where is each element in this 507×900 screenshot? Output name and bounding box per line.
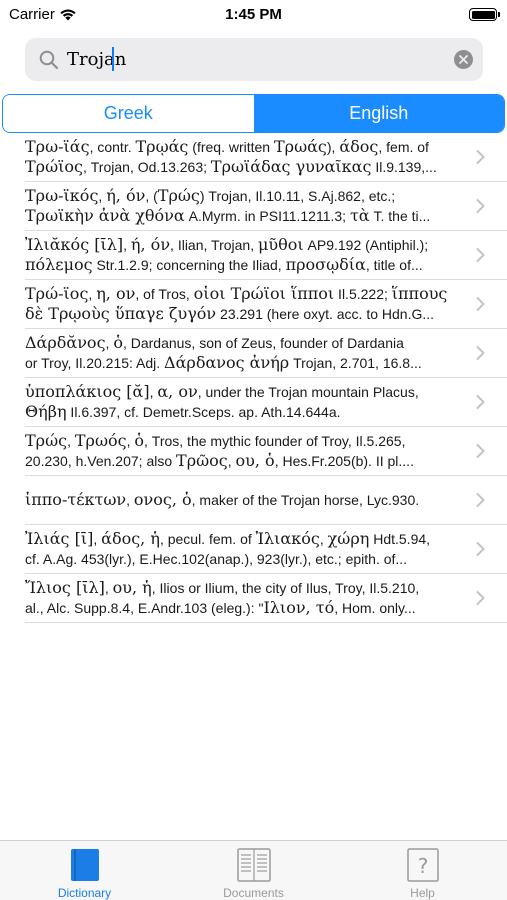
help-icon [407, 848, 439, 882]
definition-text: , [227, 453, 236, 469]
tab-documents[interactable] [169, 841, 338, 900]
definition-text: , Hes.Fr.205(b). II pl.... [274, 453, 414, 469]
tab-documents-label: Documents [223, 886, 284, 900]
greek-text: Ἴλιος [ῑλ] [25, 578, 105, 597]
result-line2 [25, 206, 459, 226]
chevron-right-icon [476, 542, 485, 557]
search-bar[interactable] [25, 38, 483, 81]
definition-text: , [123, 237, 131, 253]
result-row[interactable] [25, 525, 507, 574]
result-row[interactable] [25, 476, 507, 525]
definition-text: 20.230, h.Ven.207; also [25, 453, 177, 469]
greek-text: Τρώς [25, 431, 68, 450]
greek-text: Τρῳάς [135, 137, 189, 156]
status-bar [0, 0, 507, 30]
chevron-right-icon [476, 395, 485, 410]
chevron-right-icon [476, 248, 485, 263]
greek-text: οἱοι Τρώϊοι ἵπποι [193, 284, 335, 303]
greek-text: ὁ [113, 333, 123, 352]
result-row[interactable] [25, 329, 507, 378]
definition-text: , under the Trojan mountain Placus, [197, 384, 419, 400]
result-line2 [25, 353, 459, 373]
tab-bar [0, 840, 507, 900]
result-line1 [25, 137, 459, 157]
greek-text: ου, ὁ [235, 451, 275, 470]
result-row[interactable] [25, 182, 507, 231]
result-line1 [25, 490, 459, 510]
definition-text: , [126, 433, 135, 449]
definition-text: al., Alc. Supp.8.4, E.Andr.103 (eleg.): " [25, 600, 264, 616]
greek-text: ὁ [134, 431, 145, 450]
definition-text: Str.1.2.9; concerning the Iliad, [92, 257, 286, 273]
definition-text: , title of... [365, 257, 423, 273]
carrier-label: Carrier [9, 6, 55, 23]
result-row[interactable] [25, 427, 507, 476]
chevron-right-icon [476, 199, 485, 214]
result-line1 [25, 382, 459, 402]
greek-text: Τρωός [74, 431, 127, 450]
greek-text: η, ον [96, 284, 136, 303]
greek-text: Θήβη [25, 402, 67, 421]
tab-help-label: Help [410, 886, 435, 900]
definition-text: , [88, 286, 97, 302]
definition-text: , [126, 492, 134, 508]
greek-text: ὑποπλάκιος [ᾰ] [25, 382, 150, 401]
definition-text: , [93, 531, 102, 547]
definition-text: Hdt.5.94, [369, 531, 431, 547]
definition-text: , Dardanus, son of Zeus, founder of Dardania [122, 335, 404, 351]
language-segmented-control[interactable] [2, 94, 505, 133]
greek-text: Ἰλιᾰκός [ῑλ] [25, 235, 124, 254]
greek-text: ἵππους [391, 284, 448, 303]
definition-text: cf. A.Ag. 453(lyr.), E.Hec.102(anap.), 923(lyr.), etc.; epith. of... [25, 551, 408, 567]
definition-text: Il.9.139,... [371, 159, 437, 175]
status-time: 1:45 PM [225, 6, 282, 23]
definition-text: ) Trojan, Il.10.11, S.Aj.862, etc.; [199, 188, 396, 204]
greek-text: πόλεμος [25, 255, 93, 274]
definition-text: , maker of the Trojan horse, Lyc.930. [191, 492, 420, 508]
result-line2 [25, 304, 459, 324]
greek-text: άδος [339, 137, 379, 156]
tab-help[interactable] [338, 841, 507, 900]
definition-text: ), [326, 139, 340, 155]
definition-text: , [319, 531, 328, 547]
result-line2 [25, 451, 459, 471]
book-icon [70, 848, 100, 882]
greek-text: Τρω-ϊάς [25, 137, 90, 156]
definition-text: AP9.192 (Antiphil.); [303, 237, 429, 253]
greek-text: Τρῶος [176, 451, 228, 470]
search-input[interactable] [67, 38, 427, 81]
result-row[interactable] [25, 378, 507, 427]
greek-text: Τρωάς [273, 137, 327, 156]
definition-text: or Troy, Il.20.215: Adj. [25, 355, 165, 371]
greek-text: Τρώϊος [25, 157, 83, 176]
text-cursor [112, 47, 114, 71]
greek-text: Τρωϊκὴν ἀνὰ χθόνα [25, 206, 185, 225]
chevron-right-icon [476, 591, 485, 606]
tab-dictionary[interactable] [0, 841, 169, 900]
definition-text: , ( [145, 188, 158, 204]
greek-text: Ιλιον, τό [263, 598, 335, 617]
battery-icon [469, 8, 497, 21]
definition-text: , [98, 188, 107, 204]
definition-text: , contr. [89, 139, 136, 155]
greek-text: ονος, ὁ [133, 490, 192, 509]
definition-text: , of Tros, [135, 286, 194, 302]
result-line1 [25, 333, 459, 353]
greek-text: Τρω-ϊκός [25, 186, 99, 205]
greek-text: ή, όν [130, 235, 171, 254]
definition-text: Trojan, 2.701, 16.8... [289, 355, 422, 371]
greek-text: ή, όν [106, 186, 146, 205]
result-line2 [25, 598, 459, 618]
result-line1 [25, 578, 459, 598]
documents-icon [237, 848, 271, 882]
results-list [0, 133, 507, 623]
result-row[interactable] [25, 133, 507, 182]
result-row[interactable] [25, 231, 507, 280]
definition-text: 23.291 (here oxyt. acc. to Hdn.G... [216, 306, 435, 322]
definition-text: T. the ti... [369, 208, 431, 224]
greek-text: Ἰλιάς [ῑ] [25, 529, 94, 548]
greek-text: Τρώς [157, 186, 200, 205]
search-icon [31, 38, 67, 81]
greek-text: ἱππο-τέκτων [25, 490, 127, 509]
chevron-right-icon [476, 297, 485, 312]
segment-english[interactable]: English [254, 95, 505, 132]
greek-text: προσῳδία [285, 255, 366, 274]
chevron-right-icon [476, 444, 485, 459]
clear-search-button[interactable] [454, 50, 473, 69]
definition-text: , Trojan, Od.13.263; [83, 159, 211, 175]
greek-text: ου, ἡ [112, 578, 152, 597]
definition-text: , [104, 580, 113, 596]
definition-text: (freq. written [188, 139, 274, 155]
result-line1 [25, 235, 459, 255]
result-row[interactable] [25, 574, 507, 623]
definition-text: , Tros, the mythic founder of Troy, Il.5.265, [144, 433, 406, 449]
definition-text: , Hom. only... [334, 600, 416, 616]
definition-text: , fem. of [378, 139, 429, 155]
greek-text: τὰ [349, 206, 370, 225]
result-line2 [25, 157, 459, 177]
definition-text: , Ilios or Ilium, the city of Ilus, Troy, Il.5.210, [151, 580, 420, 596]
result-line1 [25, 186, 459, 206]
greek-text: Δάρδανος ἀνήρ [164, 353, 290, 372]
definition-text: , [149, 384, 158, 400]
definition-text: Il.5.222; [334, 286, 392, 302]
result-line2 [25, 402, 459, 422]
definition-text: , Ilian, Trojan, [170, 237, 258, 253]
definition-text: , pecul. fem. of [159, 531, 256, 547]
result-row[interactable] [25, 280, 507, 329]
tab-dictionary-label: Dictionary [57, 886, 112, 900]
chevron-right-icon [476, 493, 485, 508]
definition-text: , [105, 335, 114, 351]
chevron-right-icon [476, 346, 485, 361]
greek-text: α, ον [157, 382, 198, 401]
result-line1 [25, 284, 459, 304]
greek-text: μῦθοι [257, 235, 304, 254]
result-line1 [25, 431, 459, 451]
greek-text: δὲ Τρῳοὺς ὕπαγε ζυγόν [25, 304, 217, 323]
close-icon [459, 55, 468, 64]
definition-text: , [67, 433, 75, 449]
greek-text: Τρωϊάδας γυναῖκας [210, 157, 372, 176]
svg-text:?: ? [417, 854, 428, 878]
result-line2 [25, 255, 459, 275]
definition-text: Il.6.397, cf. Demetr.Sceps. ap. Ath.14.644a. [66, 404, 341, 420]
segment-greek[interactable]: Greek [3, 95, 254, 132]
result-line1 [25, 529, 459, 549]
greek-text: χώρη [327, 529, 370, 548]
result-line2 [25, 549, 459, 569]
definition-text: A.Myrm. in PSI11.1211.3; [184, 208, 350, 224]
chevron-right-icon [476, 150, 485, 165]
greek-text: άδος, ἡ [101, 529, 160, 548]
greek-text: Δάρδᾰνος [25, 333, 106, 352]
greek-text: Τρώ-ϊος [25, 284, 89, 303]
greek-text: Ἰλιακός [255, 529, 320, 548]
